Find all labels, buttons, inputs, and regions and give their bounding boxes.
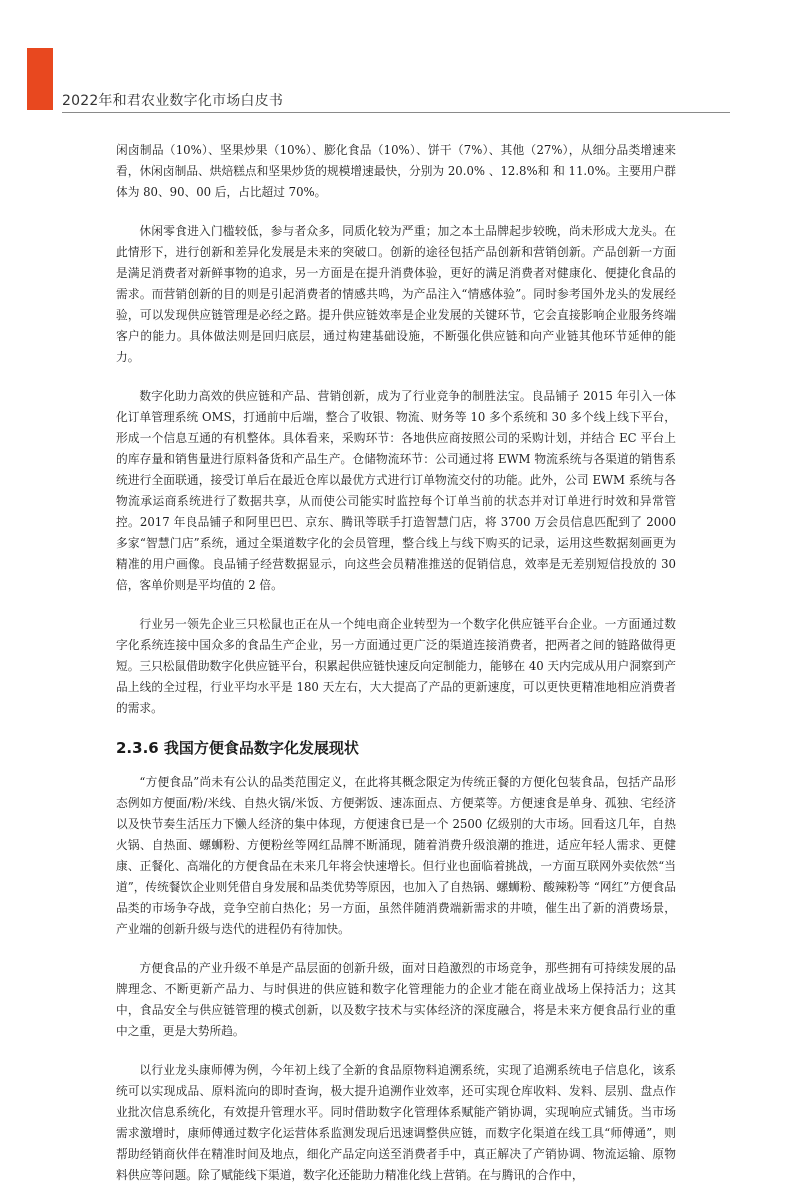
main-content bbox=[116, 140, 676, 1204]
paragraph-master-kong-case: 以行业龙头康师傅为例，今年初上线了全新的食品原物料追溯系统，实现了追溯系统电子信息化，该系统可以实现成品、原料流向的即时查询，极大提升追溯作业效率，还可实现仓库收料、发料、层别、盘点作业批次信息系统化，有效提升管理水平。同时借助数字化管理体系赋能产销协调，实现响应式铺货。当市场需求激增时，康师傅通过数字化运营体系监测发现后迅速调整供应链，而数字化渠道在线工具“师傅通”，则帮助经销商伙伴在精准时间及地点，细化产品定向送至消费者手中，真正解决了产销协调、物流运输、原物料供应等问题。除了赋能线下渠道，数字化还能助力精准化线上营销。在与腾讯的合作中， bbox=[116, 1063, 676, 1182]
section-heading-convenience-food: 2.3.6 我国方便食品数字化发展现状 bbox=[116, 739, 359, 757]
paragraph-snack-competition: 休闲零食进入门槛较低，参与者众多，同质化较为严重；加之本土品牌起步较晚，尚未形成大龙头。在此情形下，进行创新和差异化发展是未来的突破口。创新的途径包括产品创新和营销创新。产品创新一方面是满足消费者对新鲜事物的追求，另一方面是在提升消费体验，更好的满足消费者对健康化、便捷化食品的需求。而营销创新的目的则是引起消费者的情感共鸣，为产品注入“情感体验”。同时参考国外龙头的发展经验，可以发现供应链管理是必经之路。提升供应链效率是企业发展的关键环节，它会直接影响企业服务终端客户的能力。具体做法则是回归底层，通过构建基础设施，不断强化供应链和向产业链其他环节延伸的能力。 bbox=[116, 224, 676, 364]
header-divider bbox=[62, 112, 730, 113]
header-accent-bar bbox=[27, 48, 53, 110]
paragraph-liangpin-case: 数字化助力高效的供应链和产品、营销创新，成为了行业竞争的制胜法宝。良品铺子 2015 年引入一体化订单管理系统 OMS，打通前中后端，整合了收银、物流、财务等 10 多个系统和 30 多个线上线下平台，形成一个信息互通的有机整体。具体看来，采购环节：各地供应商按照公司的采购计划，并结合 EC 平台上的库存量和销售量进行原料备货和产品生产。仓储物流环节：公司通过将 EWM 物流系统与各渠道的销售系统进行全面联通，接受订单后在最近仓库以最优方式进行订单物流交付的功能。此外，公司 EWM 系统与各物流承运商系统进行了数据共享，从而使公司能实时监控每个订单当前的状态并对订单进行时效和异常管控。2017 年良品铺子和阿里巴巴、京东、腾讯等联手打造智慧门店，将 3700 万会员信息匹配到了 2000 多家“智慧门店”系统，通过全渠道数字化的会员管理，整合线上与线下购买的记录，运用这些数据刻画更为精准的用户画像。良品铺子经营数据显示，向这些会员精准推送的促销信息，效率是无差别短信投放的 30 倍，客单价则是平均值的 2 倍。 bbox=[116, 389, 676, 592]
paragraph-three-squirrels-case: 行业另一领先企业三只松鼠也正在从一个纯电商企业转型为一个数字化供应链平台企业。一方面通过数字化系统连接中国众多的食品生产企业，另一方面通过更广泛的渠道连接消费者，把两者之间的链路做得更短。三只松鼠借助数字化供应链平台，积累起供应链快速反向定制能力，能够在 40 天内完成从用户洞察到产品上线的全过程，行业平均水平是 180 天左右，大大提高了产品的更新速度，可以更快更精准地相应消费者的需求。 bbox=[116, 617, 676, 715]
paragraph-industry-upgrade: 方便食品的产业升级不单是产品层面的创新升级，面对日趋激烈的市场竞争，那些拥有可持续发展的品牌理念、不断更新产品力、与时俱进的供应链和数字化管理能力的企业才能在商业战场上保持活力；这其中，食品安全与供应链管理的模式创新，以及数字技术与实体经济的深度融合，将是未来方便食品行业的重中之重，更是大势所趋。 bbox=[116, 961, 676, 1038]
paragraph-snack-categories: 闲卤制品（10%）、坚果炒果（10%）、膨化食品（10%）、饼干（7%）、其他（27%），从细分品类增速来看，休闲卤制品、烘焙糕点和坚果炒货的规模增速最快，分别为 20.0% 、12.8%和 和 11.0%。主要用户群体为 80、90、00 后，占比超过 70%。 bbox=[116, 143, 676, 199]
paragraph-convenience-food-definition: “方便食品”尚未有公认的品类范围定义，在此将其概念限定为传统正餐的方便化包装食品，包括产品形态例如方便面/粉/米线、自热火锅/米饭、方便粥饭、速冻面点、方便菜等。方便速食是单身、孤独、宅经济以及快节奏生活压力下懒人经济的集中体现，方便速食已是一个 2500 亿级别的大市场。回看这几年，自热火锅、自热面、螺蛳粉、方便粉丝等网红品牌不断涌现，随着消费升级浪潮的推进，适应年轻人需求、更健康、正餐化、高端化的方便食品在未来几年将会快速增长。但行业也面临着挑战，一方面互联网外卖依然“当道”，传统餐饮企业则凭借自身发展和品类优势等原因，也加入了自热锅、螺蛳粉、酸辣粉等 “网红”方便食品品类的市场争夺战，竞争空前白热化；另一方面，虽然伴随消费端新需求的井喷，催生出了新的消费场景，产业端的创新升级与迭代的进程仍有待加快。 bbox=[116, 775, 676, 936]
page-header-title: 2022年和君农业数字化市场白皮书 bbox=[62, 93, 284, 109]
